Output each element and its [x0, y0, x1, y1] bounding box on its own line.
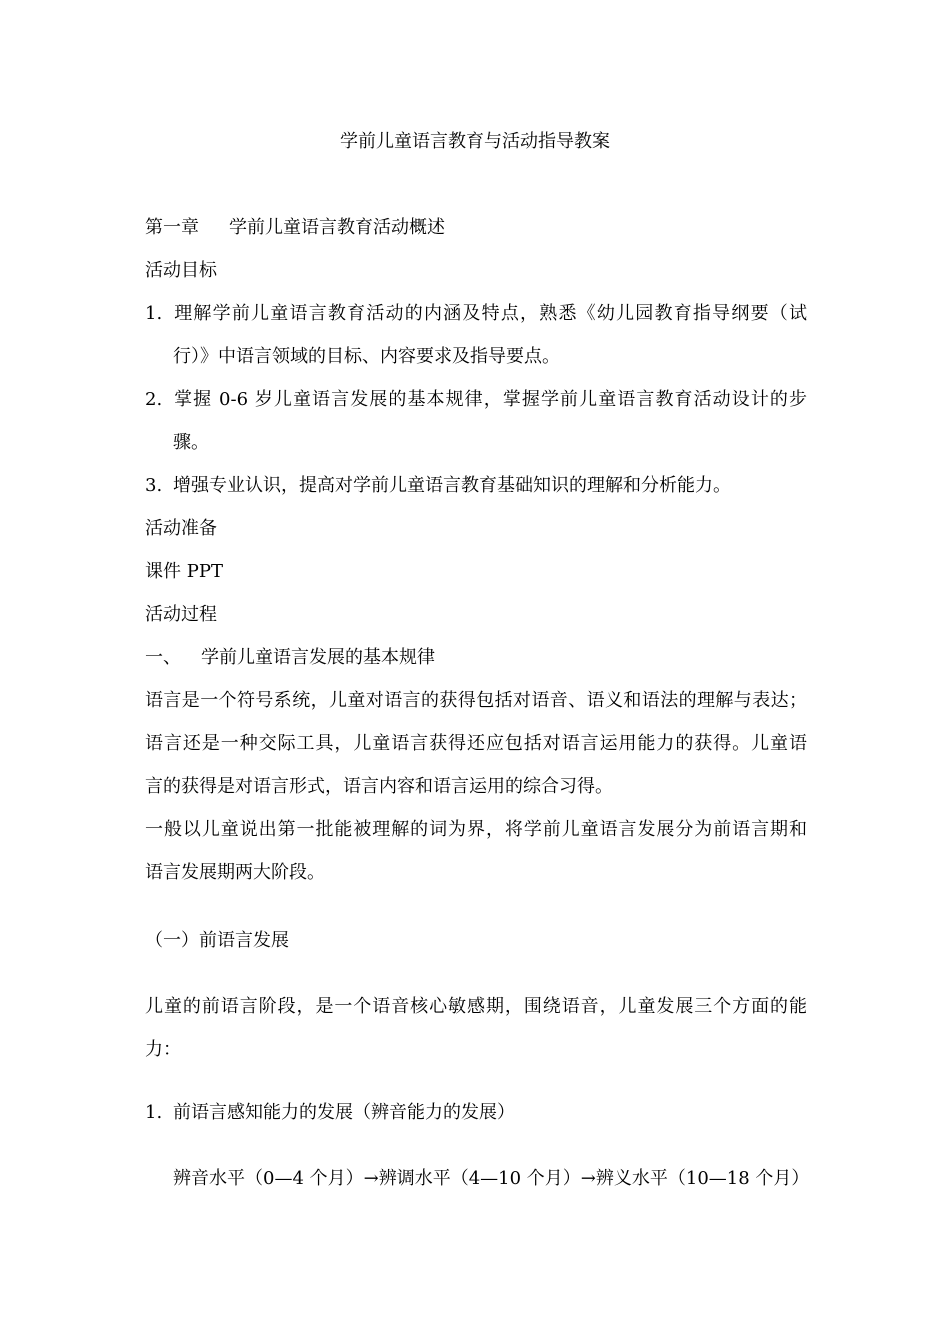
para-1-line-3: 言的获得是对语言形式，语言内容和语言运用的综合习得。 — [145, 776, 613, 797]
objective-1-line-2: 行）》中语言领域的目标、内容要求及指导要点。 — [173, 346, 560, 367]
section-1-number: 一、 — [145, 647, 181, 668]
para-1-line-2: 语言还是一种交际工具，儿童语言获得还应包括对语言运用能力的获得。儿童语 — [145, 733, 807, 754]
objective-2-number: 2. — [145, 389, 163, 410]
para-3-line-2: 力： — [145, 1039, 181, 1060]
objective-3-number: 3. — [145, 475, 163, 496]
stages-line: 辨音水平（0—4 个月）→辨调水平（4—10 个月）→辨义水平（10—18 个月） — [173, 1168, 810, 1189]
chapter-title: 学前儿童语言教育活动概述 — [229, 217, 445, 238]
section-1-title: 学前儿童语言发展的基本规律 — [201, 647, 435, 668]
para-2-line-1: 一般以儿童说出第一批能被理解的词为界，将学前儿童语言发展分为前语言期和 — [145, 819, 807, 840]
objective-2-line-1: 2. 掌握 0-6 岁儿童语言发展的基本规律，掌握学前儿童语言教育活动设计的步 — [145, 389, 807, 410]
objective-1-line-1: 1. 理解学前儿童语言教育活动的内涵及特点，熟悉《幼儿园教育指导纲要（试 — [145, 303, 807, 324]
preparation-heading: 活动准备 — [145, 518, 217, 539]
process-heading: 活动过程 — [145, 604, 217, 625]
preparation-text: 课件 PPT — [145, 561, 223, 582]
chapter-heading — [145, 217, 445, 239]
item-1-number: 1. — [145, 1102, 163, 1123]
item-1-heading — [145, 1102, 515, 1124]
para-1-line-1: 语言是一个符号系统，儿童对语言的获得包括对语音、语义和语法的理解与表达； — [145, 690, 807, 711]
objective-3: 3. 增强专业认识，提高对学前儿童语言教育基础知识的理解和分析能力。 — [145, 475, 731, 496]
objective-2-line-2: 骤。 — [173, 432, 209, 453]
para-3-line-1: 儿童的前语言阶段，是一个语音核心敏感期，围绕语音，儿童发展三个方面的能 — [145, 996, 807, 1017]
objectives-heading: 活动目标 — [145, 260, 217, 281]
objective-1-number: 1. — [145, 303, 163, 324]
subsection-1-heading: （一）前语言发展 — [145, 930, 289, 951]
document-title: 学前儿童语言教育与活动指导教案 — [340, 131, 610, 152]
section-1-heading — [145, 647, 435, 669]
item-1-text: 前语言感知能力的发展（辨音能力的发展） — [173, 1102, 515, 1123]
para-2-line-2: 语言发展期两大阶段。 — [145, 862, 325, 883]
chapter-label: 第一章 — [145, 217, 199, 238]
